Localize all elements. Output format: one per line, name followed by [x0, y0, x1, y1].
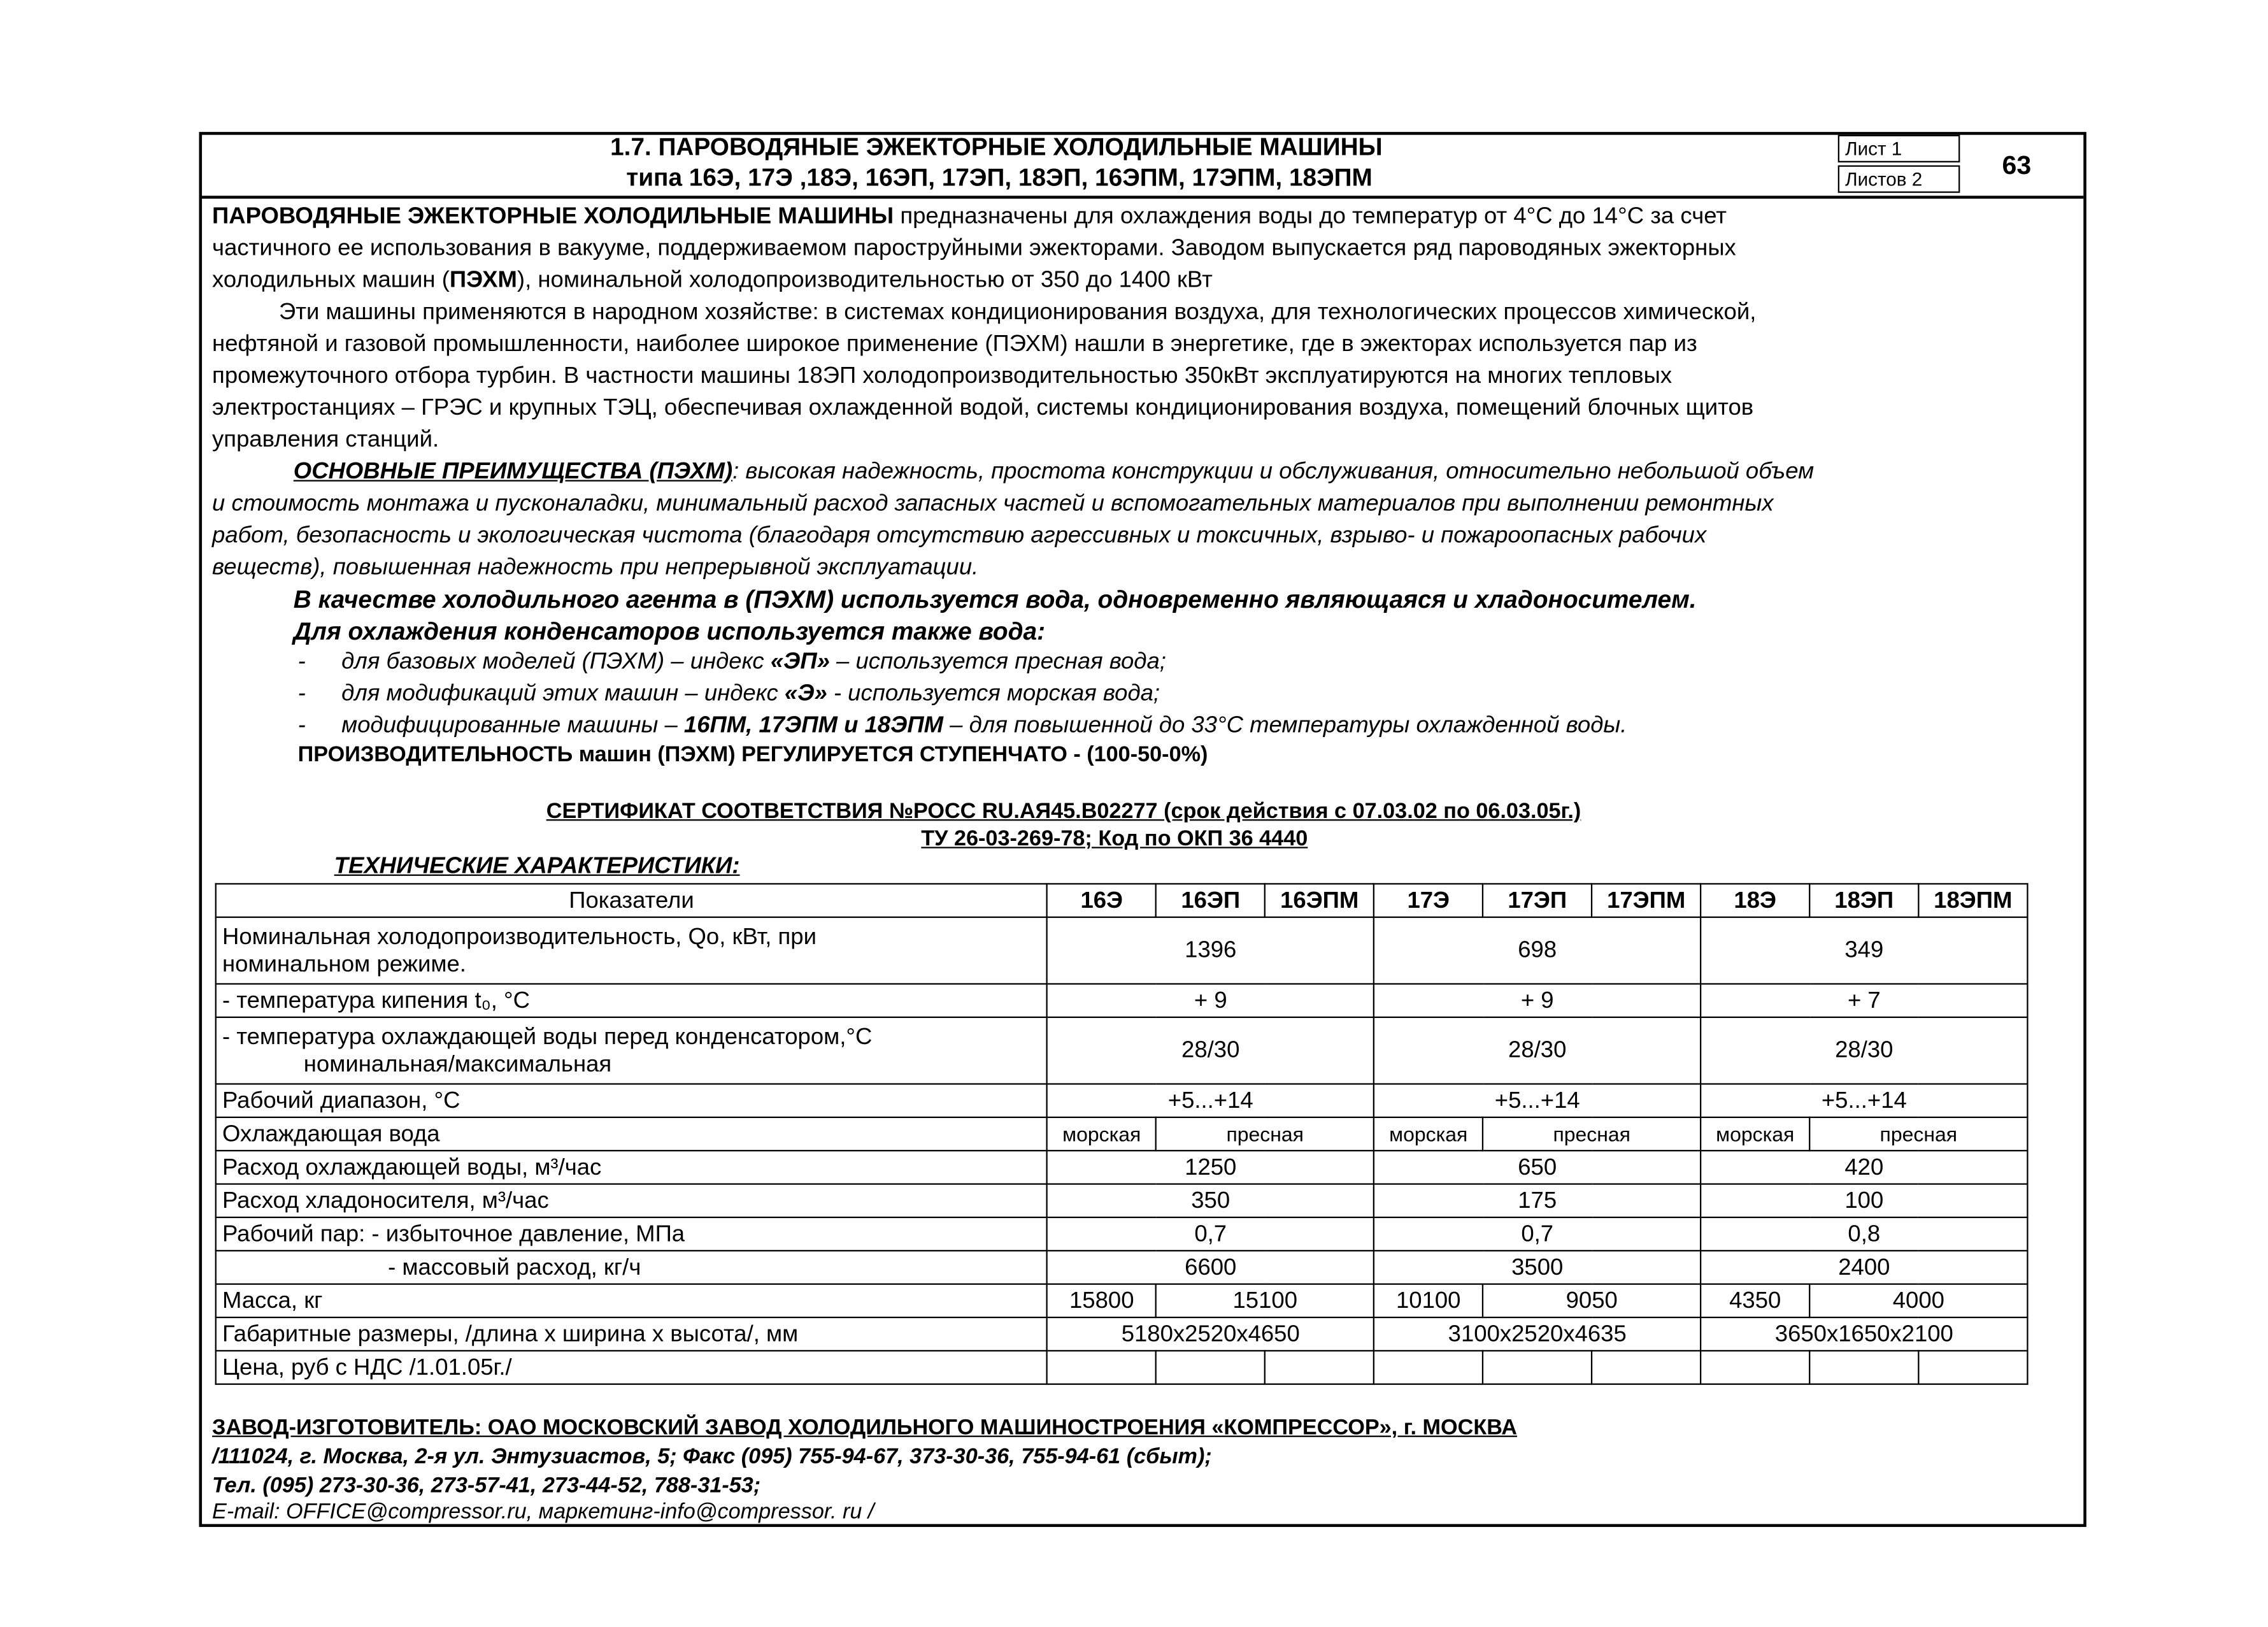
phone-line: Тел. (095) 273-30-36, 273-57-41, 273-44-52, 788-31-53; — [212, 1473, 761, 1498]
table-cell: 5180x2520x4650 — [1047, 1317, 1374, 1351]
address-line: /111024, г. Москва, 2-я ул. Энтузиастов, 5; Факс (095) 755-94-67, 373-30-36, 755-94-61 (сбыт); — [212, 1444, 1212, 1469]
row-label: - температура кипения t₀, °С — [216, 984, 1047, 1017]
table-cell — [1701, 1351, 1809, 1384]
row-label: Охлаждающая вода — [216, 1117, 1047, 1150]
bullet-3-a: модифицированные машины – — [341, 713, 684, 738]
header-cell: 18Э — [1701, 884, 1809, 917]
intro-p1-l3a: холодильных машин ( — [212, 268, 450, 293]
table-cell: 420 — [1701, 1150, 2027, 1184]
table-cell: 1250 — [1047, 1150, 1374, 1184]
header-cell: Показатели — [216, 884, 1047, 917]
intro-p2-l4: электростанциях – ГРЭС и крупных ТЭЦ, обеспечивая охлажденной водой, системы кондиционирования воздуха, помещений блочных щитов — [212, 396, 1754, 421]
table-row — [216, 1117, 2028, 1150]
bullet-2-c: - используется морская вода; — [827, 681, 1160, 706]
table-row — [216, 1017, 2028, 1084]
table-cell: 4000 — [1809, 1284, 2027, 1317]
bullet-dash: - — [297, 681, 306, 706]
table-cell: +5...+14 — [1047, 1084, 1374, 1117]
table-row — [216, 1317, 2028, 1351]
agent-line: В качестве холодильного агента в (ПЭХМ) используется вода, одновременно являющаяся и хладоносителем. — [293, 585, 1697, 613]
row-label — [216, 1017, 1047, 1084]
bullet-3 — [298, 710, 1627, 743]
cw-label-1: - температура охлаждающей воды перед конденсатором,°С — [222, 1024, 873, 1049]
intro-p2-l3: промежуточного отбора турбин. В частности машины 18ЭП холодопроизводительностью 350кВт эксплуатируются на многих тепловых — [212, 364, 1672, 389]
row-label: Масса, кг — [216, 1284, 1047, 1317]
table-row — [216, 1150, 2028, 1184]
table-row — [216, 917, 2028, 984]
advantages-l4: веществ), повышенная надежность при непрерывной эксплуатации. — [212, 555, 979, 580]
table-cell: пресная — [1809, 1117, 2027, 1150]
table-cell: 100 — [1701, 1184, 2027, 1217]
table-cell: 0,8 — [1701, 1217, 2027, 1251]
intro-p2-l5: управления станций. — [212, 427, 439, 453]
advantages-l2: и стоимость монтажа и пусконаладки, минимальный расход запасных частей и вспомогательных материалов при выполнении ремонтных — [212, 491, 1774, 517]
header-cell: 17ЭПМ — [1592, 884, 1701, 917]
performance-line: ПРОИЗВОДИТЕЛЬНОСТЬ машин (ПЭХМ) РЕГУЛИРУЕТСЯ СТУПЕНЧАТО - (100-50-0%) — [297, 742, 1208, 768]
table-cell: 1396 — [1047, 917, 1374, 984]
table-cell: 349 — [1701, 917, 2027, 984]
table-cell: 650 — [1374, 1150, 1701, 1184]
header-rule — [199, 196, 2084, 199]
table-header-row — [216, 884, 2028, 917]
advantages-lead: ОСНОВНЫЕ ПРЕИМУЩЕСТВА (ПЭХМ) — [293, 459, 733, 485]
page-number: 63 — [2002, 150, 2032, 180]
table-row — [216, 1351, 2028, 1384]
bullet-dash: - — [297, 649, 306, 675]
table-cell: 28/30 — [1047, 1017, 1374, 1084]
table-cell: 3100x2520x4635 — [1374, 1317, 1701, 1351]
table-cell: 28/30 — [1701, 1017, 2027, 1084]
intro-p1-l3c: ), номинальной холодопроизводительностью от 350 до 1400 кВт — [517, 268, 1213, 293]
table-cell: морская — [1374, 1117, 1483, 1150]
table-cell: 175 — [1374, 1184, 1701, 1217]
table-cell: морская — [1701, 1117, 1809, 1150]
bullet-1-c: – используется пресная вода; — [829, 649, 1166, 675]
intro-p2-l1: Эти машины применяются в народном хозяйстве: в системах кондиционирования воздуха, для технологических процессов химической, — [278, 300, 1757, 325]
row-label: Расход охлаждающей воды, м³/час — [216, 1150, 1047, 1184]
sheet-label: Лист 1 — [1838, 135, 1960, 162]
intro-lead: ПАРОВОДЯНЫЕ ЭЖЕКТОРНЫЕ ХОЛОДИЛЬНЫЕ МАШИНЫ — [212, 204, 894, 229]
row-label: Габаритные размеры, /длина х ширина х высота/, мм — [216, 1317, 1047, 1351]
table-cell: 4350 — [1701, 1284, 1809, 1317]
table-cell: 9050 — [1483, 1284, 1701, 1317]
row-label: Расход хладоносителя, м³/час — [216, 1184, 1047, 1217]
table-row — [216, 984, 2028, 1017]
bullet-2-b: «Э» — [784, 681, 827, 706]
bullet-3-c: – для повышенной до 33°С температуры охлажденной воды. — [943, 713, 1627, 738]
table-cell: 0,7 — [1047, 1217, 1374, 1251]
table-cell: морская — [1047, 1117, 1156, 1150]
table-cell: 15100 — [1156, 1284, 1374, 1317]
intro-p1-l2: частичного ее использования в вакууме, поддерживаемом пароструйными эжекторами. Заводом выпускается ряд пароводяных эжекторных — [212, 236, 1736, 261]
bullet-dash: - — [297, 713, 306, 738]
advantages-l3: работ, безопасность и экологическая чистота (благодаря отсутствию агрессивных и токсичных, взрыво- и пожароопасных рабочих — [212, 523, 1707, 548]
table-cell: 28/30 — [1374, 1017, 1701, 1084]
intro-rest: предназначены для охлаждения воды до температур от 4°С до 14°С за счет — [894, 204, 1727, 229]
table-cell: +5...+14 — [1701, 1084, 2027, 1117]
row-label: Рабочий диапазон, °С — [216, 1084, 1047, 1117]
table-row — [216, 1217, 2028, 1251]
table-cell — [1592, 1351, 1701, 1384]
table-cell: 3500 — [1374, 1251, 1701, 1284]
table-row — [216, 1251, 2028, 1284]
intro-p2-l2: нефтяной и газовой промышленности, наиболее широкое применение (ПЭХМ) нашли в энергетике, где в эжекторах используется пар из — [212, 332, 1697, 357]
bullet-1 — [298, 647, 1166, 679]
table-cell — [1918, 1351, 2027, 1384]
table-cell: 6600 — [1047, 1251, 1374, 1284]
table-cell: 10100 — [1374, 1284, 1483, 1317]
table-cell — [1483, 1351, 1592, 1384]
bullet-1-b: «ЭП» — [770, 649, 830, 675]
manufacturer-line: ЗАВОД-ИЗГОТОВИТЕЛЬ: ОАО МОСКОВСКИЙ ЗАВОД ХОЛОДИЛЬНОГО МАШИНОСТРОЕНИЯ «КОМПРЕССОР», г. МОСКВА — [212, 1415, 1518, 1440]
intro-p1-l3 — [212, 266, 1213, 298]
condenser-line: Для охлаждения конденсаторов используется также вода: — [293, 617, 1046, 645]
email-line: E-mail: OFFICE@compressor.ru, маркетинг-info@compressor. ru / — [212, 1499, 874, 1524]
bullet-2 — [298, 678, 1160, 711]
table-cell: + 9 — [1047, 984, 1374, 1017]
table-cell — [1047, 1351, 1156, 1384]
row-label: Цена, руб с НДС /1.01.05г./ — [216, 1351, 1047, 1384]
table-cell — [1809, 1351, 1918, 1384]
bullet-1-a: для базовых моделей (ПЭХМ) – индекс — [341, 649, 771, 675]
advantages-l1 — [294, 457, 1814, 489]
certificate-line: СЕРТИФИКАТ СООТВЕТСТВИЯ №РОСС RU.АЯ45.В02277 (срок действия с 07.03.02 по 06.03.05г.) — [546, 799, 1581, 824]
table-cell: 2400 — [1701, 1251, 2027, 1284]
cap-label-2: номинальном режиме. — [222, 952, 466, 977]
table-cell: + 9 — [1374, 984, 1701, 1017]
table-cell: + 7 — [1701, 984, 2027, 1017]
cw-label-2: номинальная/максимальная — [303, 1052, 612, 1077]
header-cell: 16ЭПМ — [1265, 884, 1374, 917]
table-cell: 0,7 — [1374, 1217, 1701, 1251]
table-cell: 3650x1650x2100 — [1701, 1317, 2027, 1351]
page-subtitle: типа 16Э, 17Э ,18Э, 16ЭП, 17ЭП, 18ЭП, 16ЭПМ, 17ЭПМ, 18ЭПМ — [626, 164, 1373, 192]
table-cell: 15800 — [1047, 1284, 1156, 1317]
table-cell — [1156, 1351, 1265, 1384]
table-row — [216, 1084, 2028, 1117]
header-cell: 17Э — [1374, 884, 1483, 917]
row-label: Рабочий пар: - избыточное давление, МПа — [216, 1217, 1047, 1251]
advantages-rest: : высокая надежность, простота конструкции и обслуживания, относительно небольшой объем — [732, 459, 1815, 485]
cap-label-1: Номинальная холодопроизводительность, Qo, кВт, при — [222, 924, 817, 949]
header-cell: 18ЭПМ — [1918, 884, 2027, 917]
tu-line: ТУ 26-03-269-78; Код по ОКП 36 4440 — [921, 826, 1308, 852]
table-row — [216, 1184, 2028, 1217]
table-cell — [1265, 1351, 1374, 1384]
table-cell: 698 — [1374, 917, 1701, 984]
table-cell: +5...+14 — [1374, 1084, 1701, 1117]
table-cell — [1374, 1351, 1483, 1384]
table-cell: пресная — [1156, 1117, 1374, 1150]
bullet-3-b: 16ПМ, 17ЭПМ и 18ЭПМ — [683, 713, 943, 738]
header-cell: 18ЭП — [1809, 884, 1918, 917]
page-title: 1.7. ПАРОВОДЯНЫЕ ЭЖЕКТОРНЫЕ ХОЛОДИЛЬНЫЕ МАШИНЫ — [610, 133, 1383, 161]
intro-p1-l1 — [212, 201, 1727, 234]
sheets-label: Листов 2 — [1838, 165, 1960, 192]
header-cell: 17ЭП — [1483, 884, 1592, 917]
table-cell: 350 — [1047, 1184, 1374, 1217]
intro-p1-l3b: ПЭХМ — [449, 268, 517, 293]
bullet-2-a: для модификаций этих машин – индекс — [341, 681, 785, 706]
row-label — [216, 917, 1047, 984]
row-label: - массовый расход, кг/ч — [216, 1251, 1047, 1284]
table-cell: пресная — [1483, 1117, 1701, 1150]
specs-table — [215, 883, 2029, 1385]
header-cell: 16Э — [1047, 884, 1156, 917]
tech-title: ТЕХНИЧЕСКИЕ ХАРАКТЕРИСТИКИ: — [334, 854, 740, 879]
table-row — [216, 1284, 2028, 1317]
header-cell: 16ЭП — [1156, 884, 1265, 917]
